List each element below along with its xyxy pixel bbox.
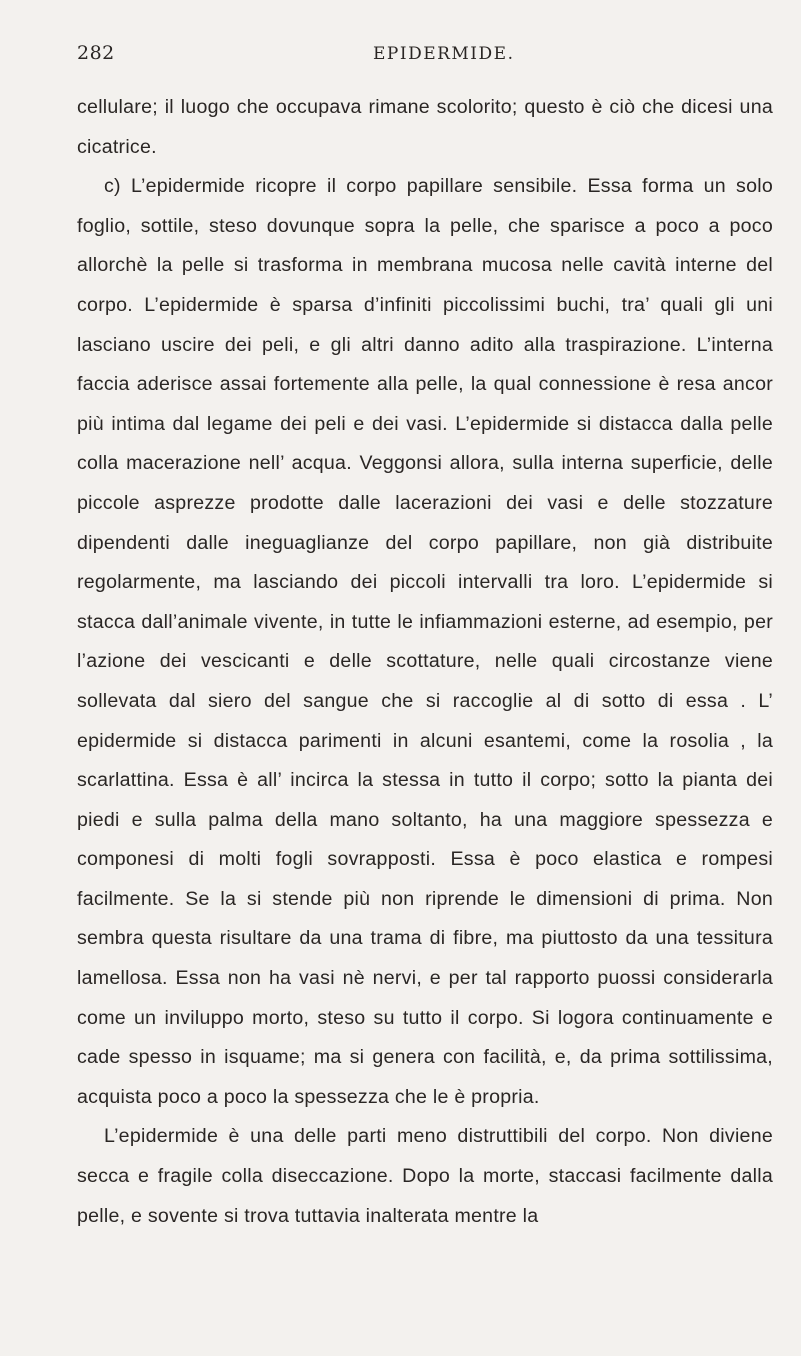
body-text [77, 88, 773, 1236]
paragraph-continuation: cellulare; il luogo che occupava rimane scolorito; questo è ciò che dicesi una cicatrice. [77, 96, 773, 158]
page-number: 282 [77, 42, 115, 64]
running-title: EPIDERMIDE. [373, 44, 515, 64]
paragraph-c: c) L’epidermide ricopre il corpo papillare sensibile. Essa forma un solo foglio, sottile, steso dovunque sopra la pelle, che sparisce a poco a poco allorchè la pelle si trasforma in membrana mucosa nelle cavità interne del corpo. L’epidermide è sparsa d’infiniti piccolissimi buchi, tra’ quali gli uni lasciano uscire dei peli, e gli altri danno adito alla traspirazione. L’interna faccia aderisce assai fortemente alla pelle, la qual connessione è resa ancor più intima dal legame dei peli e dei vasi. L’epidermide si distacca dalla pelle colla macerazione nell’ acqua. Veggonsi allora, sulla interna superficie, delle piccole asprezze prodotte dalle lacerazioni dei vasi e delle stozzature dipendenti dalle ineguaglianze del corpo papillare, non già distribuite regolarmente, ma lasciando dei piccoli intervalli tra loro. L’epidermide si stacca dall’animale vivente, in tutte le infiammazioni esterne, ad esempio, per l’azione dei vescicanti e delle scottature, nelle quali circostanze viene sollevata dal siero del sangue che si raccoglie al di sotto di essa . L’ epidermide si distacca parimenti in alcuni esantemi, come la rosolia , la scarlattina. Essa è all’ incirca la stessa in tutto il corpo; sotto la pianta dei piedi e sulla palma della mano soltanto, ha una maggiore spessezza e componesi di molti fogli sovrapposti. Essa è poco elastica e rompesi facilmente. Se la si stende più non riprende le dimensioni di prima. Non sembra questa risultare da una trama di fibre, ma piuttosto da una tessitura lamellosa. Essa non ha vasi nè nervi, e per tal rapporto puossi considerarla come un inviluppo morto, steso su tutto il corpo. Si logora continuamente e cade spesso in isquame; ma si genera con facilità, e, da prima sottilissima, acquista poco a poco la spessezza che le è propria. [77, 175, 773, 1108]
running-head [77, 38, 773, 68]
paragraph-final: L’epidermide è una delle parti meno distruttibili del corpo. Non diviene secca e fragile colla diseccazione. Dopo la morte, staccasi facilmente dalla pelle, e sovente si trova tuttavia inalterata mentre la [77, 1125, 773, 1227]
